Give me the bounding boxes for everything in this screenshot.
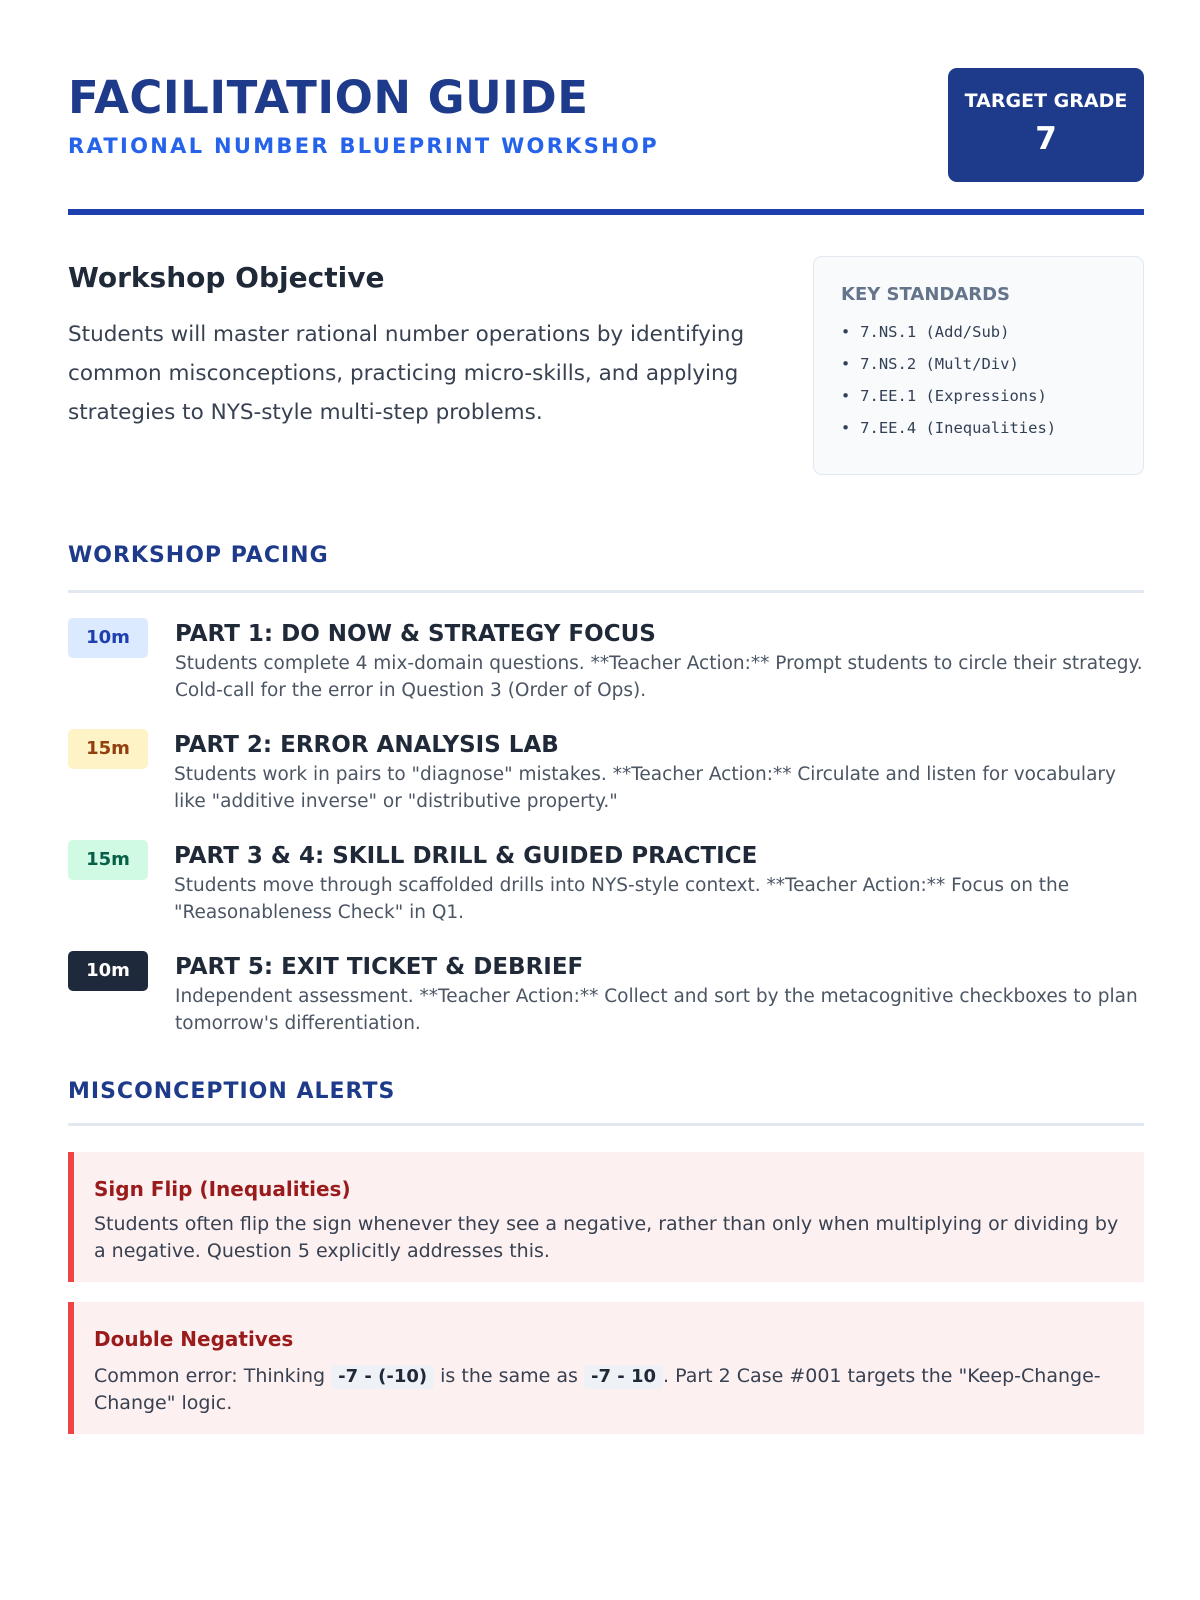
key-standards-card — [813, 256, 1144, 475]
time-badge: 15m — [68, 729, 148, 769]
header-divider — [68, 209, 1144, 215]
alert-double-negatives — [68, 1302, 1144, 1434]
alert-text — [94, 1363, 1124, 1417]
target-grade-badge — [948, 68, 1144, 182]
alert-text: Students often flip the sign whenever they see a negative, rather than only when multiplying or dividing by a negative. Question 5 explicitly addresses this. — [94, 1213, 1119, 1262]
pacing-body — [174, 840, 1143, 926]
pacing-title: PART 1: DO NOW & STRATEGY FOCUS — [175, 621, 656, 647]
time-badge: 10m — [68, 951, 148, 991]
time-badge: 15m — [68, 840, 148, 880]
pacing-title: PART 3 & 4: SKILL DRILL & GUIDED PRACTICE — [174, 843, 758, 869]
pacing-description: Students move through scaffolded drills into NYS-style context. **Teacher Action:** Focus on the "Reasonableness Check" in Q1. — [174, 875, 1070, 923]
facilitation-guide-page — [68, 0, 1144, 1600]
target-grade-value: 7 — [1035, 121, 1057, 157]
standard-text: 7.EE.4 (Inequalities) — [860, 419, 1057, 437]
pacing-title: PART 5: EXIT TICKET & DEBRIEF — [175, 954, 584, 980]
pacing-title: PART 2: ERROR ANALYSIS LAB — [174, 732, 559, 758]
pacing-body — [175, 618, 1144, 704]
pacing-description: Students complete 4 mix-domain questions. **Teacher Action:** Prompt students to circle their strategy. Cold-call for the error in Question 3 (Order of Ops). — [175, 653, 1143, 701]
page-subtitle: RATIONAL NUMBER BLUEPRINT WORKSHOP — [68, 134, 659, 158]
standard-item — [841, 412, 1143, 444]
math-expression: -7 - 10 — [584, 1365, 663, 1389]
alert-text-part: . Part 2 Case #001 targets the "Keep-Change-Change" logic. — [94, 1365, 1101, 1414]
workshop-objective — [68, 258, 788, 432]
header — [68, 68, 1144, 182]
math-expression: -7 - (-10) — [331, 1365, 434, 1389]
key-standards-heading: KEY STANDARDS — [841, 284, 1011, 305]
standard-item — [841, 316, 1143, 348]
standard-item — [841, 380, 1143, 412]
pacing-description: Independent assessment. **Teacher Action:** Collect and sort by the metacognitive checkboxes to plan tomorrow's differentiation. — [175, 986, 1138, 1034]
page-title: FACILITATION GUIDE — [68, 71, 589, 124]
alert-title: Double Negatives — [94, 1327, 294, 1351]
pacing-divider — [68, 590, 1144, 593]
standard-text: 7.EE.1 (Expressions) — [860, 387, 1047, 405]
bullet-icon: • — [841, 323, 851, 341]
objective-heading: Workshop Objective — [68, 261, 385, 294]
alert-sign-flip — [68, 1152, 1144, 1282]
pacing-body — [175, 951, 1144, 1037]
key-standards-list — [841, 316, 1143, 444]
misconception-heading: MISCONCEPTION ALERTS — [68, 1079, 396, 1104]
alert-text-part: is the same as — [440, 1365, 578, 1387]
standard-text: 7.NS.2 (Mult/Div) — [860, 355, 1019, 373]
standard-text: 7.NS.1 (Add/Sub) — [860, 323, 1010, 341]
target-grade-label: TARGET GRADE — [964, 90, 1128, 112]
bullet-icon: • — [841, 387, 851, 405]
time-badge: 10m — [68, 618, 148, 658]
bullet-icon: • — [841, 419, 851, 437]
alert-title: Sign Flip (Inequalities) — [94, 1177, 351, 1201]
pacing-description: Students work in pairs to "diagnose" mistakes. **Teacher Action:** Circulate and listen for vocabulary like "additive inverse" or "distributive property." — [174, 764, 1116, 812]
bullet-icon: • — [841, 355, 851, 373]
misconception-divider — [68, 1123, 1144, 1126]
standard-item — [841, 348, 1143, 380]
alert-text-part: Common error: Thinking — [94, 1365, 326, 1387]
objective-text: Students will master rational number operations by identifying common misconceptions, practicing micro-skills, and applying strategies to NYS-style multi-step problems. — [68, 322, 745, 425]
pacing-heading: WORKSHOP PACING — [68, 543, 329, 568]
pacing-body — [174, 729, 1143, 815]
